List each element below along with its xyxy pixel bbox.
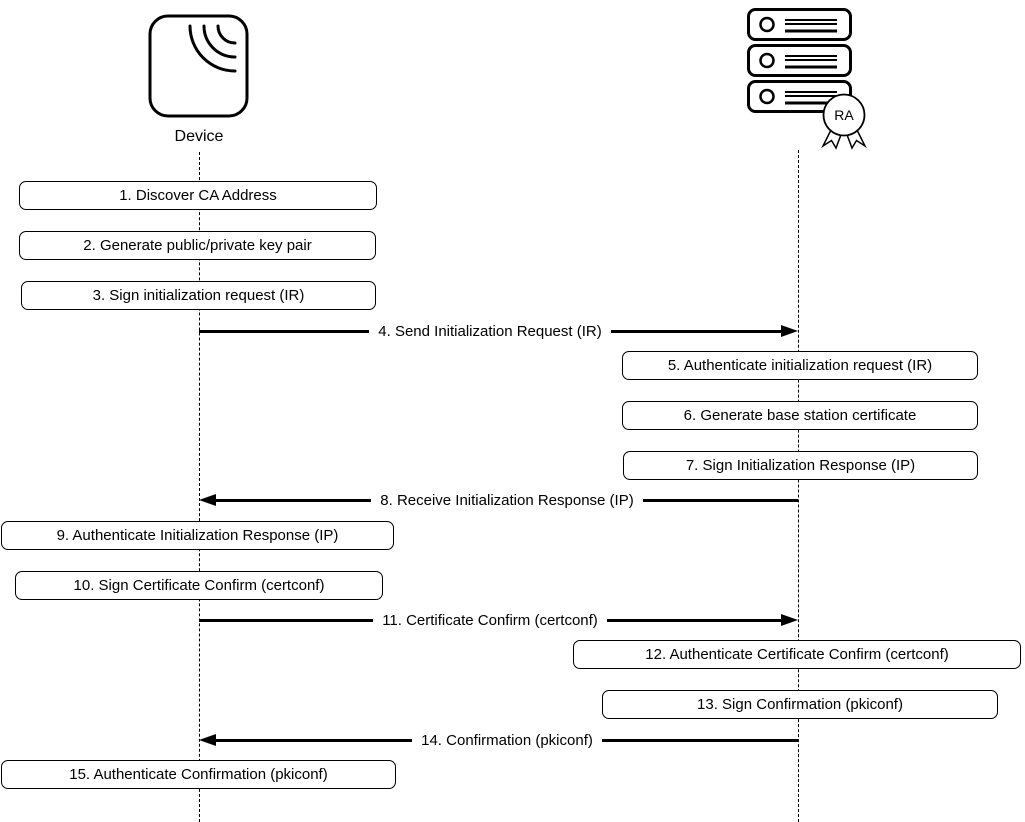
step-box-15 (1, 760, 396, 789)
message-arrow-8 (199, 486, 798, 514)
arrow-line (216, 739, 412, 742)
step-box-13-label: 13. Sign Confirmation (pkiconf) (697, 696, 903, 713)
arrow-line (611, 330, 781, 333)
wireless-device-icon (148, 14, 249, 123)
ra-badge-text: RA (834, 107, 854, 123)
step-box-2-label: 2. Generate public/private key pair (83, 237, 312, 254)
arrowhead-right-icon (781, 325, 798, 337)
step-box-12-label: 12. Authenticate Certificate Confirm (certconf) (645, 646, 949, 663)
step-box-7-label: 7. Sign Initialization Response (IP) (685, 457, 916, 474)
message-arrow-8-label: 8. Receive Initialization Response (IP) (380, 491, 634, 509)
arrow-line (216, 499, 371, 502)
arrowhead-left-icon (199, 494, 216, 506)
message-arrow-4 (199, 317, 798, 345)
arrowhead-right-icon (781, 614, 798, 626)
step-box-5 (622, 351, 978, 380)
step-box-1-label: 1. Discover CA Address (119, 187, 277, 204)
step-box-1 (19, 181, 377, 210)
step-box-10-label: 10. Sign Certificate Confirm (certconf) (73, 577, 325, 594)
arrowhead-left-icon (199, 734, 216, 746)
step-box-6-label: 6. Generate base station certificate (683, 407, 917, 424)
step-box-6 (622, 401, 978, 430)
arrow-line (199, 619, 373, 622)
arrow-line (602, 739, 798, 742)
step-box-5-label: 5. Authenticate initialization request (IR) (667, 357, 933, 374)
step-box-12 (573, 640, 1021, 669)
step-box-7 (623, 451, 978, 480)
step-box-9 (1, 521, 394, 550)
step-box-2 (19, 231, 376, 260)
message-arrow-14-label: 14. Confirmation (pkiconf) (421, 731, 593, 749)
step-box-10 (15, 571, 383, 600)
message-arrow-11 (199, 606, 798, 634)
arrow-line (199, 330, 369, 333)
step-box-15-label: 15. Authenticate Confirmation (pkiconf) (69, 766, 328, 783)
ra-lifeline (798, 150, 799, 822)
ra-certificate-badge (815, 88, 873, 155)
step-box-9-label: 9. Authenticate Initialization Response (IP) (56, 527, 339, 544)
message-arrow-11-label: 11. Certificate Confirm (certconf) (382, 611, 598, 629)
step-box-3 (21, 281, 376, 310)
step-box-3-label: 3. Sign initialization request (IR) (92, 287, 305, 304)
arrow-line (643, 499, 798, 502)
step-box-13 (602, 690, 998, 719)
message-arrow-4-label: 4. Send Initialization Request (IR) (378, 322, 602, 340)
device-actor-label: Device (174, 128, 224, 145)
arrow-line (607, 619, 781, 622)
message-arrow-14 (199, 726, 798, 754)
